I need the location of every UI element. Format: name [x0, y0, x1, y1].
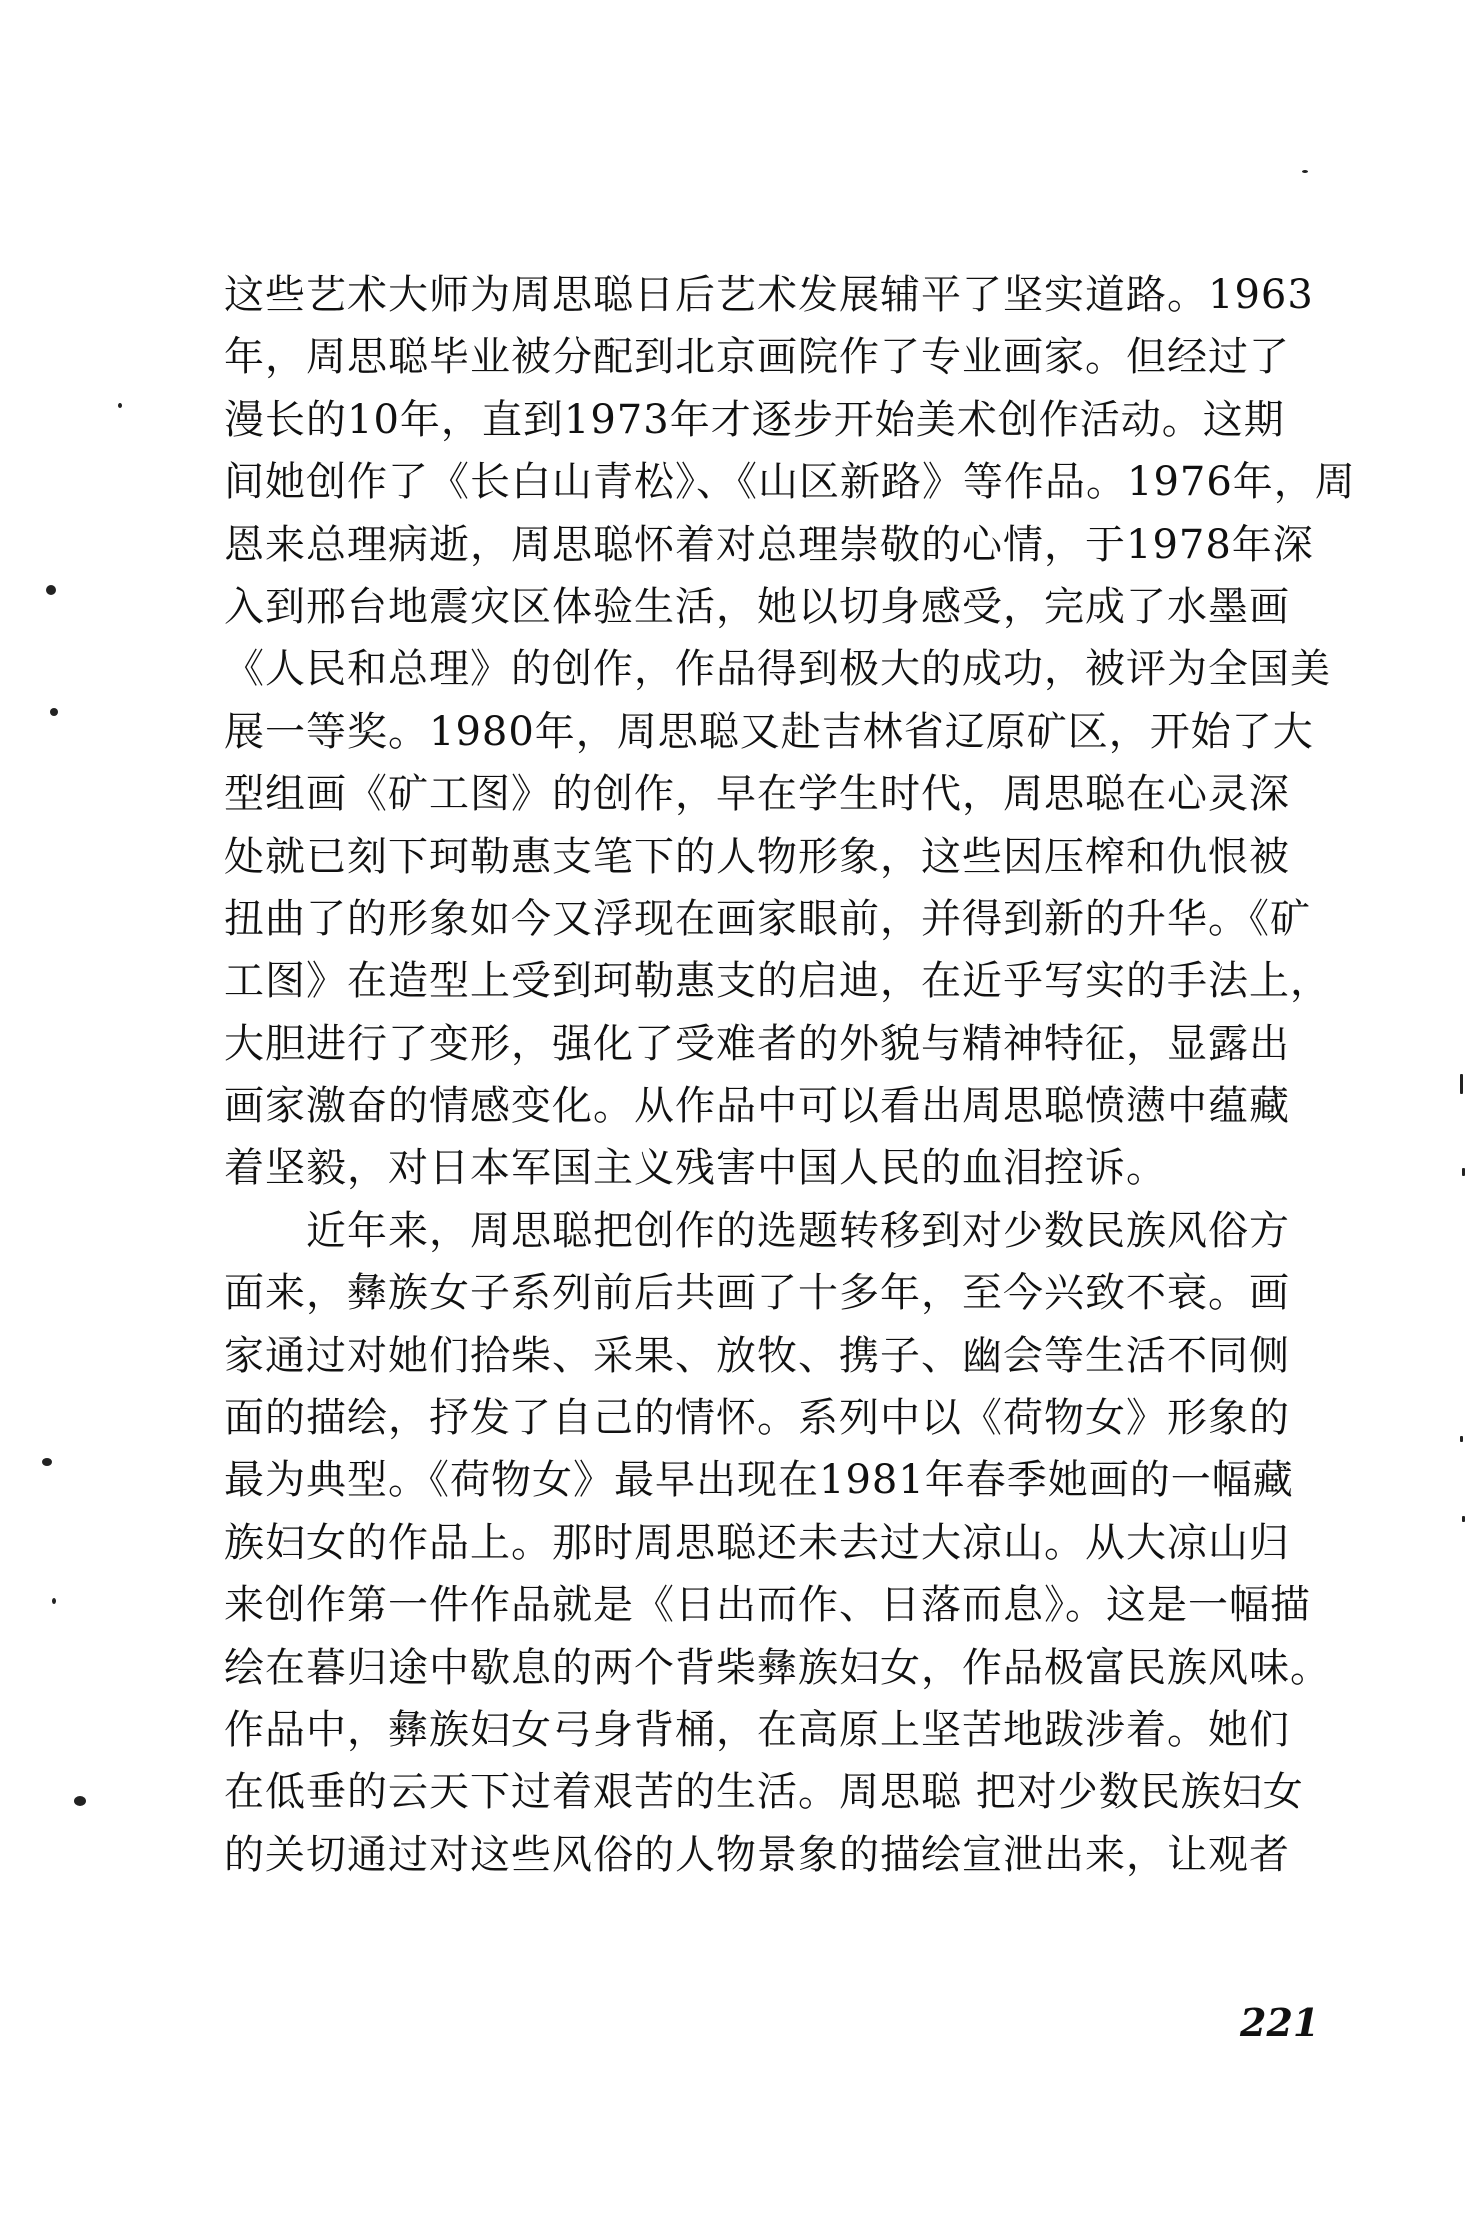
scan-speck	[52, 1598, 56, 1604]
scan-speck	[42, 1458, 52, 1466]
text-line: 型组画《矿工图》的创作，早在学生时代，周思聪在心灵深	[224, 771, 1290, 818]
text-line: 在低垂的云天下过着艰苦的生活。周思聪 把对少数民族妇女	[224, 1769, 1304, 1816]
scan-speck	[1302, 170, 1308, 173]
text-line: 画家激奋的情感变化。从作品中可以看出周思聪愤懑中蕴藏	[224, 1083, 1290, 1130]
text-line: 近年来，周思聪把创作的选题转移到对少数民族风俗方	[306, 1207, 1290, 1254]
text-line: 作品中，彝族妇女弓身背桶，在高原上坚苦地跋涉着。她们	[224, 1706, 1290, 1753]
text-line: 年，周思聪毕业被分配到北京画院作了专业画家。但经过了	[224, 334, 1290, 381]
scan-speck	[50, 708, 58, 716]
text-line: 面来，彝族女子系列前后共画了十多年，至今兴致不衰。画	[224, 1270, 1290, 1317]
paragraph	[224, 264, 1356, 1200]
text-line: 大胆进行了变形，强化了受难者的外貌与精神特征，显露出	[224, 1020, 1290, 1067]
paragraph	[224, 1200, 1352, 1886]
text-line: 恩来总理病逝，周思聪怀着对总理崇敬的心情，于1978年深	[224, 521, 1314, 568]
text-line: 的关切通过对这些风俗的人物景象的描绘宣泄出来，让观者	[224, 1831, 1290, 1878]
scan-speck	[46, 585, 56, 595]
text-line: 来创作第一件作品就是《日出而作、日落而息》。这是一幅描	[224, 1582, 1311, 1629]
body-text	[224, 264, 1356, 1886]
text-line: 扭曲了的形象如今又浮现在画家眼前，并得到新的升华。《矿	[224, 895, 1311, 942]
scan-speck	[1460, 1436, 1463, 1442]
text-line: 入到邢台地震灾区体验生活，她以切身感受，完成了水墨画	[224, 583, 1290, 630]
text-line: 《人民和总理》的创作，作品得到极大的成功，被评为全国美	[224, 646, 1331, 693]
text-line: 展一等奖。1980年，周思聪又赴吉林省辽原矿区，开始了大	[224, 708, 1314, 755]
scan-speck	[118, 403, 122, 408]
scan-speck	[1460, 1074, 1463, 1094]
text-line: 家通过对她们拾柴、采果、放牧、携子、幽会等生活不同侧	[224, 1332, 1290, 1379]
text-line: 工图》在造型上受到珂勒惠支的启迪，在近乎写实的手法上，	[224, 958, 1331, 1005]
text-line: 漫长的10年，直到1973年才逐步开始美术创作活动。这期	[224, 396, 1285, 443]
text-line: 着坚毅，对日本军国主义残害中国人民的血泪控诉。	[224, 1145, 1167, 1192]
text-line: 处就已刻下珂勒惠支笔下的人物形象，这些因压榨和仇恨被	[224, 833, 1290, 880]
text-line: 这些艺术大师为周思聪日后艺术发展辅平了坚实道路。1963	[224, 272, 1314, 318]
scan-speck	[1462, 1516, 1465, 1522]
text-line: 绘在暮归途中歇息的两个背柴彝族妇女，作品极富民族风味。	[224, 1644, 1331, 1691]
text-line: 间她创作了《长白山青松》、《山区新路》等作品。1976年，周	[224, 459, 1356, 506]
scan-speck	[74, 1796, 86, 1806]
text-line: 面的描绘，抒发了自己的情怀。系列中以《荷物女》形象的	[224, 1395, 1290, 1442]
scan-speck	[1462, 1168, 1465, 1176]
text-line: 族妇女的作品上。那时周思聪还未去过大凉山。从大凉山归	[224, 1519, 1290, 1566]
page-number: 221	[1240, 2000, 1320, 2045]
text-line: 最为典型。《荷物女》最早出现在1981年春季她画的一幅藏	[224, 1457, 1294, 1504]
